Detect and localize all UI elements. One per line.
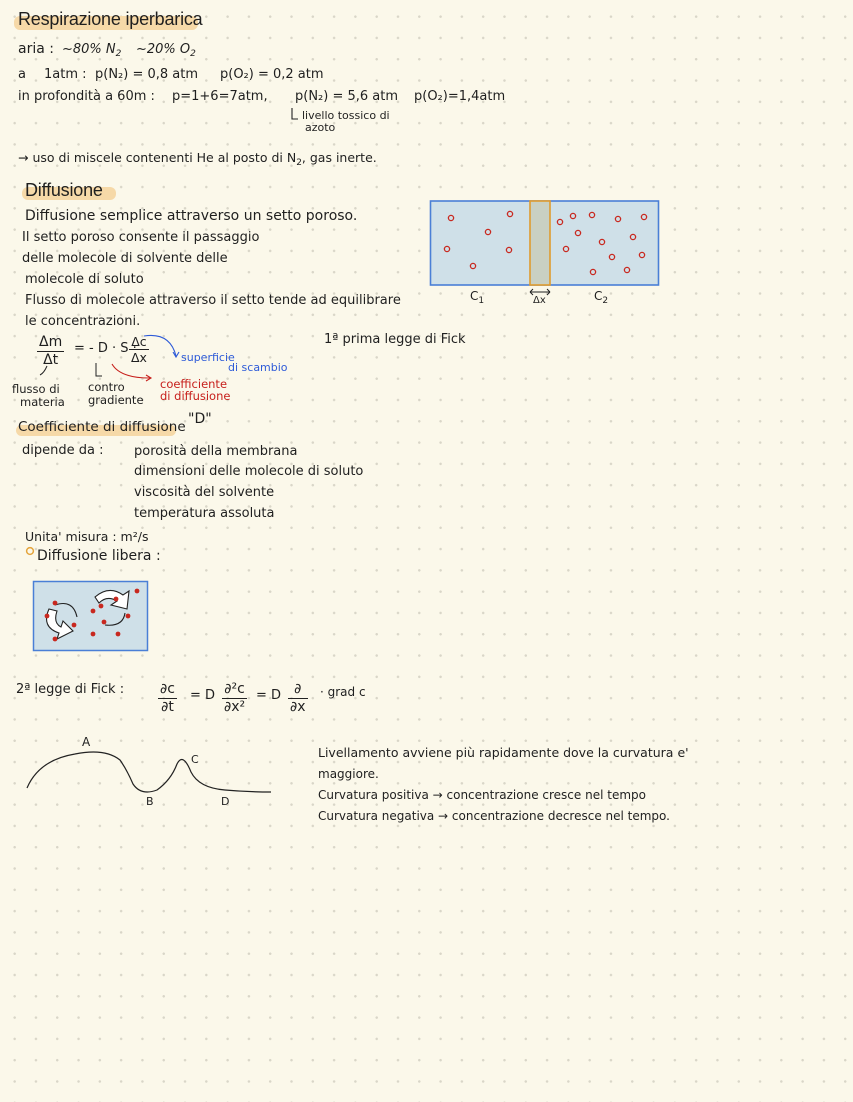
curve-label-b: B bbox=[146, 795, 154, 808]
at1-po2: p(O₂) = 0,2 atm bbox=[220, 67, 324, 82]
deep-pn2: p(N₂) = 5,6 atm bbox=[295, 89, 399, 104]
curve-note-1: Livellamento avviene più rapidamente dove la curvatura e' bbox=[318, 745, 689, 760]
curve-label-c: C bbox=[191, 753, 199, 766]
eq-dc-dx: $\frac{\Delta c}{\Delta x}$ bbox=[131, 334, 147, 365]
note-coeff-1: coefficiente bbox=[160, 377, 228, 391]
toxic-bracket bbox=[288, 106, 300, 124]
resp-title: Respirazione iperbarica bbox=[18, 9, 203, 29]
eq-dm-dt: $\frac{\Delta m}{\Delta t}$ bbox=[39, 334, 63, 368]
depends-2: dimensioni delle molecole di soluto bbox=[134, 464, 364, 479]
free-diffusion-label: Diffusione libera : bbox=[37, 548, 161, 564]
air-o2: ~20% $O_2$ bbox=[136, 42, 196, 59]
diff-line-1: Diffusione semplice attraverso un setto poroso. bbox=[25, 208, 358, 224]
free-diffusion-figure bbox=[33, 581, 151, 653]
deep-label: in profondità a 60m : bbox=[18, 89, 155, 104]
fick2-d-dx: ∂ ∂x bbox=[290, 681, 306, 715]
diff-line-3: delle molecole di solvente delle bbox=[22, 251, 228, 266]
at1-a: a bbox=[18, 67, 26, 82]
depends-label: dipende da : bbox=[22, 443, 104, 458]
mix-line: → uso di miscele contenenti He al posto di $N_2$, gas inerte. bbox=[18, 150, 377, 168]
curve-note-2: maggiore. bbox=[318, 767, 379, 781]
note-contro-2: gradiente bbox=[88, 393, 144, 407]
deep-po2: p(O₂)=1,4atm bbox=[414, 89, 506, 104]
coef-title: Coefficiente di diffusione bbox=[18, 419, 186, 435]
note-surface-2: di scambio bbox=[228, 361, 288, 374]
diff-line-4: molecole di soluto bbox=[25, 272, 144, 287]
eq-mid: = - D · S · bbox=[74, 341, 137, 356]
note-coeff-2: di diffusione bbox=[160, 389, 231, 403]
depends-3: viscosità del solvente bbox=[134, 485, 275, 500]
note-flux-1: flusso di bbox=[12, 382, 60, 396]
at1-b: 1atm : bbox=[44, 67, 87, 82]
diff-line-5: Flusso di molecole attraverso il setto tende ad equilibrare bbox=[25, 293, 401, 308]
curve-note-4: Curvatura negativa → concentrazione decresce nel tempo. bbox=[318, 809, 670, 823]
air-n2: ~80% $N_2$ bbox=[62, 42, 122, 59]
at1-pn2: p(N₂) = 0,8 atm bbox=[95, 67, 199, 82]
fick2-d2c-dx2: $\frac{\text{∂²c}}{\text{∂x²}}$ bbox=[224, 681, 246, 715]
note-flux-2: materia bbox=[20, 395, 65, 409]
diff-title: Diffusione bbox=[25, 180, 103, 200]
fick2-eq2: = D bbox=[256, 688, 282, 703]
note-surface-1: superficie bbox=[181, 351, 235, 364]
fig-dx: Δx bbox=[533, 295, 546, 306]
toxic-note-1: livello tossico di bbox=[302, 109, 390, 122]
septum-figure bbox=[430, 200, 660, 288]
unit-line: Unita' misura : m²/s bbox=[25, 529, 149, 544]
deep-p: p=1+6=7atm, bbox=[172, 89, 268, 104]
fick2-label: 2ª legge di Fick : bbox=[16, 682, 125, 697]
air-label: aria : bbox=[18, 41, 54, 57]
depends-1: porosità della membrana bbox=[134, 444, 298, 459]
curve-label-d: D bbox=[221, 795, 230, 808]
coef-symbol: "D" bbox=[188, 411, 212, 427]
toxic-note-2: azoto bbox=[305, 121, 336, 134]
note-contro-1: contro bbox=[88, 380, 125, 394]
curve-label-a: A bbox=[82, 735, 91, 749]
depends-4: temperatura assoluta bbox=[134, 506, 275, 521]
fick2-eq1: = D bbox=[190, 688, 216, 703]
curve-note-3: Curvatura positiva → concentrazione cresce nel tempo bbox=[318, 788, 646, 802]
fick1-label: 1ª prima legge di Fick bbox=[324, 332, 466, 347]
curvature-sketch bbox=[25, 740, 275, 800]
diff-line-6: le concentrazioni. bbox=[25, 314, 141, 329]
bullet-circle bbox=[25, 546, 35, 556]
fig-c1: $C_1$ bbox=[470, 289, 485, 306]
diff-line-2: Il setto poroso consente il passaggio bbox=[22, 230, 260, 245]
fig-c2: $C_2$ bbox=[594, 289, 609, 306]
fick2-grad: · grad c bbox=[320, 685, 366, 699]
fick2-dc-dt: $\frac{\partial c}{\partial t}$ bbox=[160, 681, 175, 715]
